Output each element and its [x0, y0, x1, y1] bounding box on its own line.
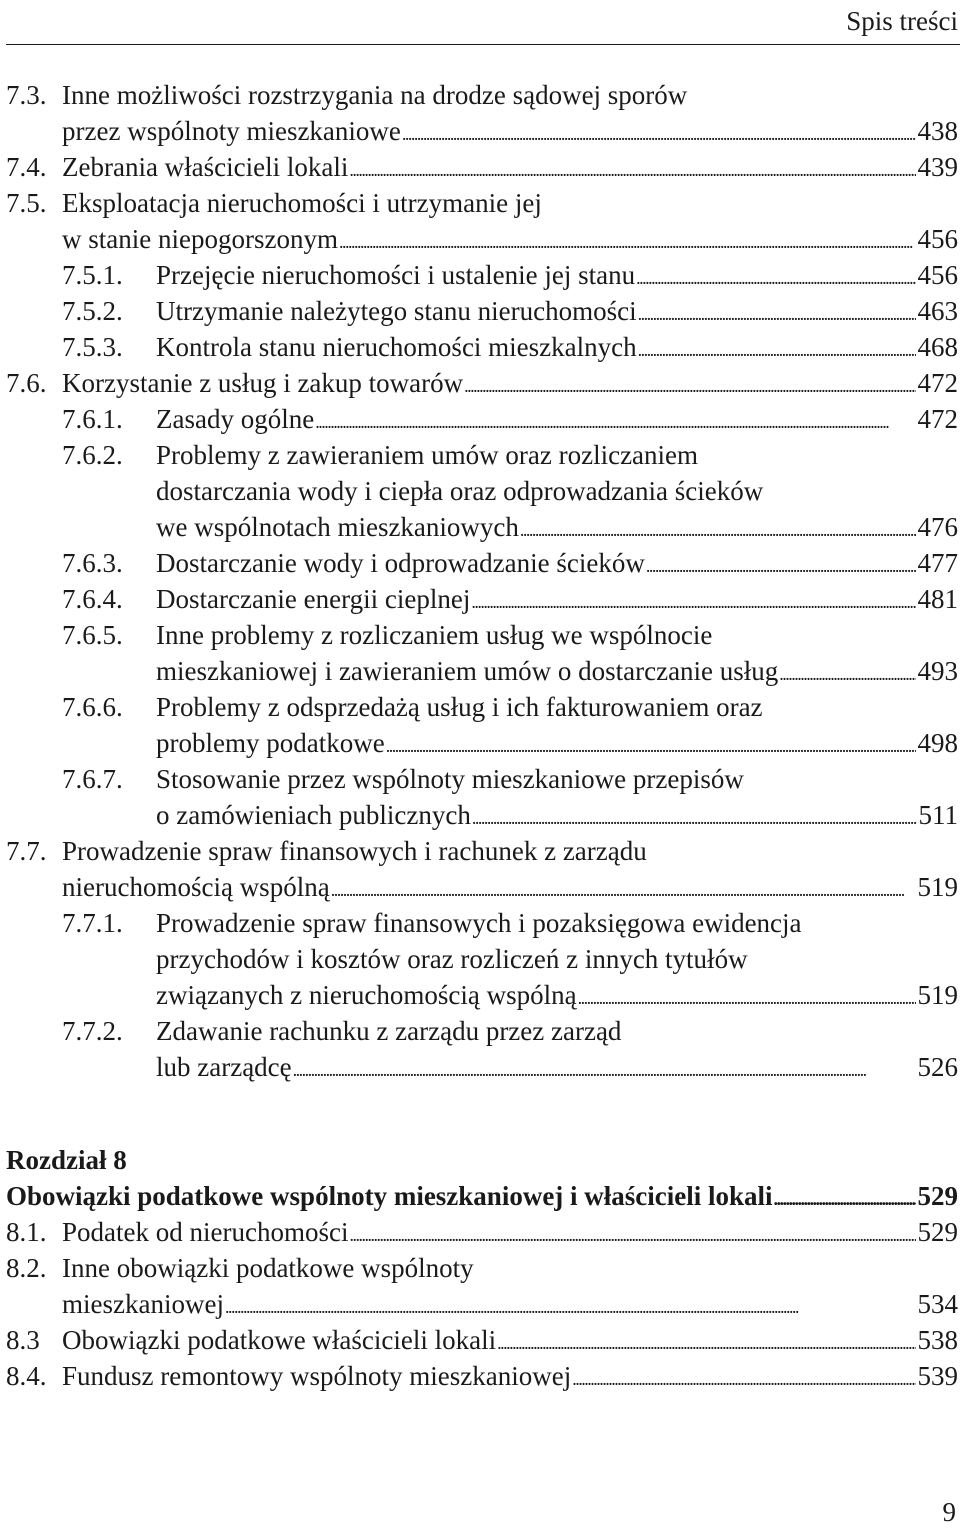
toc-entry-title: problemy podatkowe [156, 728, 385, 758]
toc-entry [0, 1358, 960, 1394]
toc-entry-number: 8.4. [6, 1361, 47, 1391]
toc-entry-line [156, 761, 958, 797]
toc-entry-title: Prowadzenie spraw finansowych i rachunek z zarządu [62, 836, 647, 866]
toc-entry-page-number: 472 [917, 404, 958, 434]
toc-entry-page-number: 476 [917, 512, 958, 542]
toc-entry-line [156, 617, 958, 653]
toc-entry-number: 7.6.4. [62, 584, 123, 614]
toc-entry [0, 293, 960, 329]
table-of-contents-chapter-8 [0, 1178, 960, 1394]
toc-entry [0, 1013, 960, 1085]
dot-leader [464, 368, 915, 401]
toc-entry [0, 1178, 960, 1214]
dot-leader [638, 332, 916, 365]
toc-entry-number: 7.6.2. [62, 440, 123, 470]
toc-entry-line [62, 149, 958, 185]
toc-entry-page-number: 468 [917, 332, 958, 362]
toc-entry-line [62, 1358, 958, 1394]
dot-leader [349, 1217, 915, 1250]
toc-entry [0, 1322, 960, 1358]
dot-leader [225, 1289, 916, 1322]
toc-entry-body [156, 581, 958, 617]
toc-entry-title: Inne możliwości rozstrzygania na drodze sądowej sporów [62, 80, 688, 110]
toc-entry [0, 761, 960, 833]
toc-entry-line [156, 509, 958, 545]
toc-entry-line [156, 329, 958, 365]
toc-entry [0, 1250, 960, 1322]
toc-entry-body [156, 257, 958, 293]
toc-entry-page-number: 529 [917, 1181, 958, 1211]
toc-entry-title: dostarczania wody i ciepła oraz odprowadzania ścieków [156, 476, 764, 506]
toc-entry [0, 581, 960, 617]
toc-entry-title: Eksploatacja nieruchomości i utrzymanie jej [62, 188, 542, 218]
toc-entry [0, 437, 960, 545]
toc-entry-title: Inne problemy z rozliczaniem usług we wspólnocie [156, 620, 713, 650]
dot-leader [331, 872, 916, 905]
toc-entry-body [62, 1250, 958, 1322]
toc-entry-line [156, 473, 958, 509]
toc-entry-line [62, 1322, 958, 1358]
dot-leader [779, 656, 915, 689]
toc-entry-page-number: 439 [917, 152, 958, 182]
toc-entry-body [156, 293, 958, 329]
table-of-contents [0, 77, 960, 1085]
dot-leader [339, 224, 916, 257]
toc-entry-number: 7.6.1. [62, 404, 123, 434]
toc-entry-line [62, 1250, 958, 1286]
toc-entry-line [156, 545, 958, 581]
toc-entry-number: 8.2. [6, 1253, 47, 1283]
toc-entry-page-number: 529 [917, 1217, 958, 1247]
toc-entry-line [156, 797, 958, 833]
toc-entry-line [62, 365, 958, 401]
toc-entry-title: Dostarczanie wody i odprowadzanie ścieków [156, 548, 645, 578]
toc-entry-body [62, 149, 958, 185]
toc-entry-title: przychodów i kosztów oraz rozliczeń z innych tytułów [156, 944, 748, 974]
toc-entry-title: Zasady ogólne [156, 404, 315, 434]
toc-entry-number: 7.7.1. [62, 908, 123, 938]
toc-entry [0, 617, 960, 689]
toc-entry-title: Problemy z zawieraniem umów oraz rozliczaniem [156, 440, 699, 470]
toc-entry [0, 689, 960, 761]
toc-entry-line [62, 113, 958, 149]
toc-entry-number: 7.3. [6, 80, 47, 110]
toc-entry-title: Korzystanie z usług i zakup towarów [62, 368, 464, 398]
toc-entry-body [62, 77, 958, 149]
toc-entry-title: związanych z nieruchomością wspólną [156, 980, 577, 1010]
dot-leader [646, 548, 916, 581]
toc-entry-body [62, 1214, 958, 1250]
toc-entry-line [62, 1286, 958, 1322]
toc-entry-body [62, 833, 958, 905]
toc-entry-body [156, 437, 958, 545]
toc-entry-title: Problemy z odsprzedażą usług i ich fakturowaniem oraz [156, 692, 763, 722]
toc-entry-title: w stanie niepogorszonym [62, 224, 338, 254]
toc-entry-page-number: 477 [917, 548, 958, 578]
toc-entry-line [62, 869, 958, 905]
toc-entry [0, 1214, 960, 1250]
dot-leader [349, 152, 915, 185]
toc-entry-number: 7.7.2. [62, 1016, 123, 1046]
toc-entry-title: Inne obowiązki podatkowe wspólnoty [62, 1253, 474, 1283]
toc-entry-number: 7.5. [6, 188, 47, 218]
toc-entry [0, 401, 960, 437]
toc-entry-line [156, 725, 958, 761]
toc-entry [0, 185, 960, 257]
toc-entry-title: Utrzymanie należytego stanu nieruchomości [156, 296, 637, 326]
toc-entry-page-number: 456 [917, 224, 958, 254]
toc-entry-number: 7.6.6. [62, 692, 123, 722]
dot-leader [638, 296, 916, 329]
toc-entry-body [156, 689, 958, 761]
toc-entry-page-number: 463 [917, 296, 958, 326]
toc-entry-line [156, 977, 958, 1013]
dot-leader [774, 1181, 916, 1214]
toc-entry [0, 833, 960, 905]
toc-entry-line [156, 653, 958, 689]
toc-entry-title: Stosowanie przez wspólnoty mieszkaniowe przepisów [156, 764, 744, 794]
toc-entry-title: nieruchomością wspólną [62, 872, 330, 902]
toc-entry-number: 7.6.5. [62, 620, 123, 650]
dot-leader [472, 800, 917, 833]
dot-leader [315, 404, 915, 437]
toc-entry-title: Kontrola stanu nieruchomości mieszkalnych [156, 332, 637, 362]
toc-entry-line [156, 1049, 958, 1085]
toc-entry-body [156, 401, 958, 437]
toc-entry [0, 905, 960, 1013]
toc-entry-number: 7.5.3. [62, 332, 123, 362]
toc-entry-page-number: 472 [917, 368, 958, 398]
toc-entry-page-number: 526 [917, 1052, 958, 1082]
toc-entry-line [156, 581, 958, 617]
toc-entry-title: Obowiązki podatkowe właścicieli lokali [62, 1325, 497, 1355]
toc-entry [0, 329, 960, 365]
toc-entry-title: Podatek od nieruchomości [62, 1217, 349, 1247]
toc-entry-line [62, 1214, 958, 1250]
toc-entry-title: Prowadzenie spraw finansowych i pozaksięgowa ewidencja [156, 908, 802, 938]
toc-entry-line [62, 185, 958, 221]
toc-entry [0, 77, 960, 149]
dot-leader [497, 1325, 915, 1358]
toc-entry-number: 8.1. [6, 1217, 47, 1247]
toc-entry-body [156, 617, 958, 689]
toc-entry-line [62, 833, 958, 869]
toc-entry-title: Przejęcie nieruchomości i ustalenie jej stanu [156, 260, 636, 290]
toc-entry-number: 7.5.2. [62, 296, 123, 326]
page-header [0, 0, 960, 44]
toc-entry-title: Dostarczanie energii cieplnej [156, 584, 471, 614]
toc-entry-body [156, 905, 958, 1013]
toc-entry-page-number: 438 [917, 116, 958, 146]
toc-entry-line [156, 905, 958, 941]
toc-entry-page-number: 493 [917, 656, 958, 686]
toc-entry-page-number: 538 [917, 1325, 958, 1355]
toc-entry-title: lub zarządcę [156, 1052, 292, 1082]
toc-entry [0, 257, 960, 293]
toc-entry-body [156, 1013, 958, 1085]
toc-entry-number: 7.6. [6, 368, 47, 398]
toc-entry-number: 7.6.3. [62, 548, 123, 578]
toc-entry-line [156, 293, 958, 329]
dot-leader [402, 116, 916, 149]
toc-entry-body [6, 1178, 958, 1214]
toc-entry-title: Obowiązki podatkowe wspólnoty mieszkaniowej i właścicieli lokali [6, 1181, 773, 1211]
toc-entry [0, 149, 960, 185]
toc-entry-title: przez wspólnoty mieszkaniowe [62, 116, 401, 146]
dot-leader [520, 512, 916, 545]
toc-entry-line [156, 437, 958, 473]
toc-entry-number: 7.5.1. [62, 260, 123, 290]
dot-leader [578, 980, 916, 1013]
toc-entry-line [156, 689, 958, 725]
dot-leader [471, 584, 915, 617]
toc-entry-title: Zdawanie rachunku z zarządu przez zarząd [156, 1016, 622, 1046]
header-divider [6, 44, 960, 45]
toc-entry-page-number: 456 [917, 260, 958, 290]
toc-entry-page-number: 498 [917, 728, 958, 758]
toc-entry-page-number: 539 [917, 1361, 958, 1391]
dot-leader [386, 728, 916, 761]
toc-entry-number: 7.7. [6, 836, 47, 866]
toc-entry-line [156, 1013, 958, 1049]
dot-leader [636, 260, 915, 293]
toc-entry-line [62, 77, 958, 113]
toc-entry-line [156, 941, 958, 977]
running-header-title: Spis treści [846, 6, 958, 36]
toc-entry-body [62, 365, 958, 401]
toc-entry-number: 7.6.7. [62, 764, 123, 794]
dot-leader [293, 1052, 916, 1085]
toc-entry [0, 545, 960, 581]
toc-entry-line [62, 221, 958, 257]
page-number: 9 [942, 1497, 956, 1527]
toc-entry-number: 8.3 [6, 1325, 40, 1355]
toc-entry-title: Fundusz remontowy wspólnoty mieszkaniowej [62, 1361, 572, 1391]
toc-entry-page-number: 534 [917, 1289, 958, 1319]
toc-entry-title: mieszkaniowej i zawieraniem umów o dostarczanie usług [156, 656, 779, 686]
toc-entry-line [156, 257, 958, 293]
toc-entry-page-number: 519 [917, 980, 958, 1010]
toc-entry-page-number: 519 [917, 872, 958, 902]
toc-entry [0, 365, 960, 401]
toc-entry-body [62, 1358, 958, 1394]
toc-entry-title: we wspólnotach mieszkaniowych [156, 512, 519, 542]
toc-entry-body [156, 761, 958, 833]
dot-leader [572, 1361, 915, 1394]
toc-entry-title: Zebrania właścicieli lokali [62, 152, 349, 182]
toc-entry-body [62, 1322, 958, 1358]
chapter-heading: Rozdział 8 [6, 1145, 127, 1175]
toc-entry-page-number: 481 [917, 584, 958, 614]
toc-entry-page-number: 511 [918, 800, 958, 830]
toc-entry-number: 7.4. [6, 152, 47, 182]
toc-entry-body [156, 329, 958, 365]
toc-entry-body [156, 545, 958, 581]
toc-entry-line [6, 1178, 958, 1214]
toc-entry-line [156, 401, 958, 437]
toc-entry-title: mieszkaniowej [62, 1289, 224, 1319]
toc-entry-body [62, 185, 958, 257]
toc-entry-title: o zamówieniach publicznych [156, 800, 471, 830]
